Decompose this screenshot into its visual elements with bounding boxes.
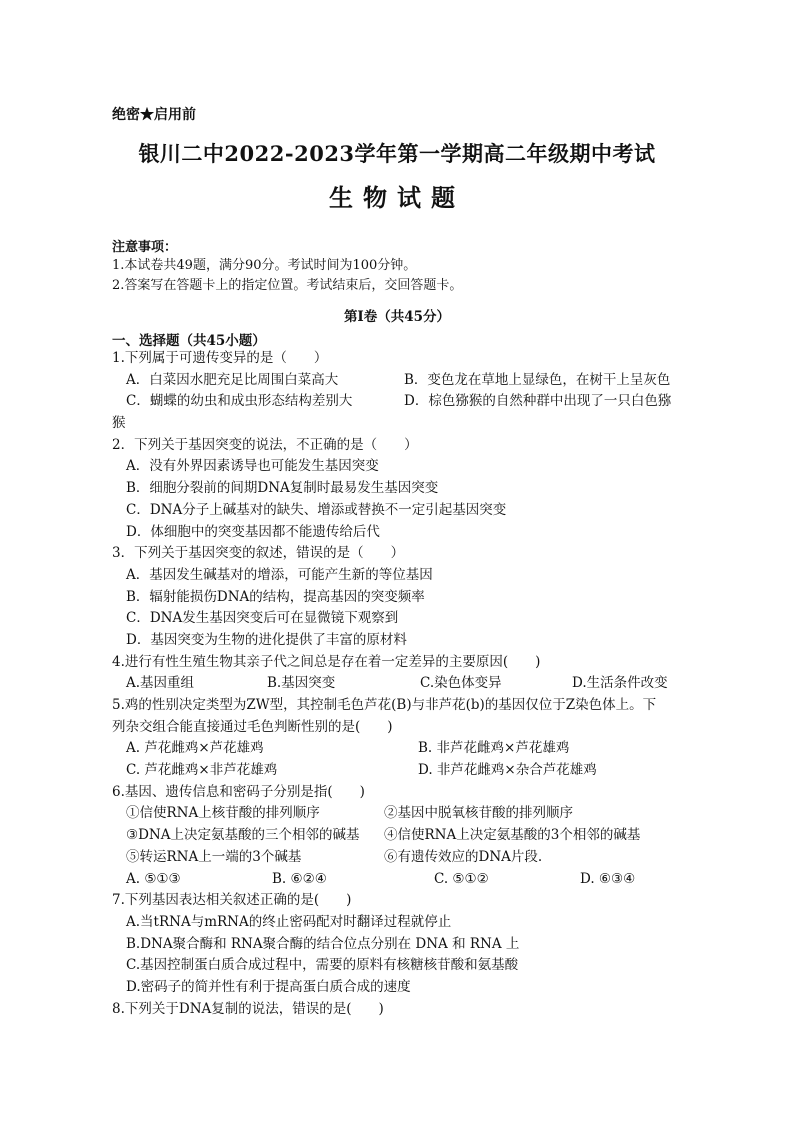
option: B.基因突变: [267, 675, 336, 692]
question-stem: 8.下列关于DNA复制的说法，错误的是( ): [112, 1000, 384, 1017]
part-heading: 一、选择题（共45小题）: [112, 333, 266, 349]
option: C. 芦花雌鸡×非芦花雄鸡: [126, 762, 278, 779]
statement: ③DNA上决定氨基酸的三个相邻的碱基: [126, 827, 360, 844]
option: A.当tRNA与mRNA的终止密码配对时翻译过程就停止: [126, 913, 452, 930]
statement: ④信使RNA上决定氨基酸的3个相邻的碱基: [384, 827, 641, 844]
statement: ⑤转运RNA上一端的3个碱基: [126, 848, 302, 865]
option-wrap: 猴: [112, 415, 126, 432]
question-stem: 6.基因、遗传信息和密码子分别是指( ): [112, 783, 365, 800]
option: C．DNA发生基因突变后可在显微镜下观察到: [126, 610, 399, 627]
option-row: [112, 673, 692, 695]
exam-title: 银川二中2022-2023学年第一学期高二年级期中考试: [138, 141, 656, 166]
option-row: [112, 370, 692, 392]
option: A. ⑤①③: [126, 870, 181, 887]
option: B．细胞分裂前的间期DNA复制时最易发生基因突变: [126, 480, 439, 497]
question-stem-cont: 列杂交组合能直接通过毛色判断性别的是( ): [112, 718, 393, 735]
option: C.基因控制蛋白质合成过程中，需要的原料有核糖核苷酸和氨基酸: [126, 957, 519, 974]
option: B．辐射能损伤DNA的结构，提高基因的突变频率: [126, 588, 425, 605]
option: B. ⑥②④: [272, 870, 327, 887]
option: B.DNA聚合酶和 RNA聚合酶的结合位点分别在 DNA 和 RNA 上: [126, 935, 520, 952]
statement: ⑥有遗传效应的DNA片段.: [384, 848, 543, 865]
question-stem: 7.下列基因表达相关叙述正确的是( ): [112, 892, 352, 909]
option: C. ⑤①②: [434, 870, 489, 887]
option-row: [112, 738, 692, 760]
statement-row: [112, 803, 692, 825]
notes-item: 2.答案写在答题卡上的指定位置。考试结束后，交回答题卡。: [112, 278, 463, 293]
option: A．没有外界因素诱导也可能发生基因突变: [126, 458, 379, 475]
notes-heading: 注意事项：: [112, 240, 178, 255]
question-stem: 3．下列关于基因突变的叙述，错误的是（ ）: [112, 545, 405, 562]
notes-item: 1.本试卷共49题，满分90分。考试时间为100分钟。: [112, 258, 417, 273]
option: D．体细胞中的突变基因都不能遗传给后代: [126, 523, 380, 540]
option: D.生活条件改变: [572, 675, 668, 692]
notes-list: [112, 256, 462, 296]
option: D．基因突变为生物的进化提供了丰富的原材料: [126, 631, 407, 648]
option: B. 非芦花雌鸡×芦花雄鸡: [418, 740, 570, 757]
volume-heading: 第Ⅰ卷（共45分）: [343, 309, 451, 325]
question-stem: 1.下列属于可遗传变异的是（ ）: [112, 350, 328, 366]
option: D. ⑥③④: [580, 870, 636, 887]
option: A. 芦花雌鸡×芦花雄鸡: [126, 740, 264, 757]
option: B．变色龙在草地上显绿色，在树干上呈灰色: [404, 371, 671, 388]
option: C．DNA分子上碱基对的缺失、增添或替换不一定引起基因突变: [126, 501, 507, 518]
statement-row: [112, 847, 692, 869]
option: C．蝴蝶的幼虫和成虫形态结构差别大: [126, 393, 353, 410]
subject-title: 生物试题: [329, 183, 465, 212]
statement: ①信使RNA上核苷酸的排列顺序: [126, 805, 320, 822]
option: A．基因发生碱基对的增添，可能产生新的等位基因: [126, 566, 433, 583]
option: A.基因重组: [126, 675, 195, 692]
question-stem: 5.鸡的性别决定类型为ZW型，其控制毛色芦花(B)与非芦花(b)的基因仅位于Z染色体上。下: [112, 697, 657, 713]
option: D．棕色猕猴的自然种群中出现了一只白色猕: [404, 393, 672, 410]
question-stem: 4.进行有性生殖生物其亲子代之间总是存在着一定差异的主要原因( ): [112, 653, 541, 670]
option-row: [112, 391, 692, 413]
option: A．白菜因水肥充足比周围白菜高大: [126, 371, 339, 388]
option: D.密码子的简并性有利于提高蛋白质合成的速度: [126, 978, 411, 995]
option: D. 非芦花雌鸡×杂合芦花雄鸡: [418, 762, 597, 779]
confidential-mark: 绝密★启用前: [112, 107, 196, 123]
option-row: [112, 869, 692, 891]
option: C.染色体变异: [420, 675, 502, 692]
question-stem: 2．下列关于基因突变的说法，不正确的是（ ）: [112, 436, 418, 453]
statement-row: [112, 825, 692, 847]
option-row: [112, 760, 692, 782]
question-list: [112, 348, 692, 1020]
statement: ②基因中脱氧核苷酸的排列顺序: [384, 805, 573, 822]
